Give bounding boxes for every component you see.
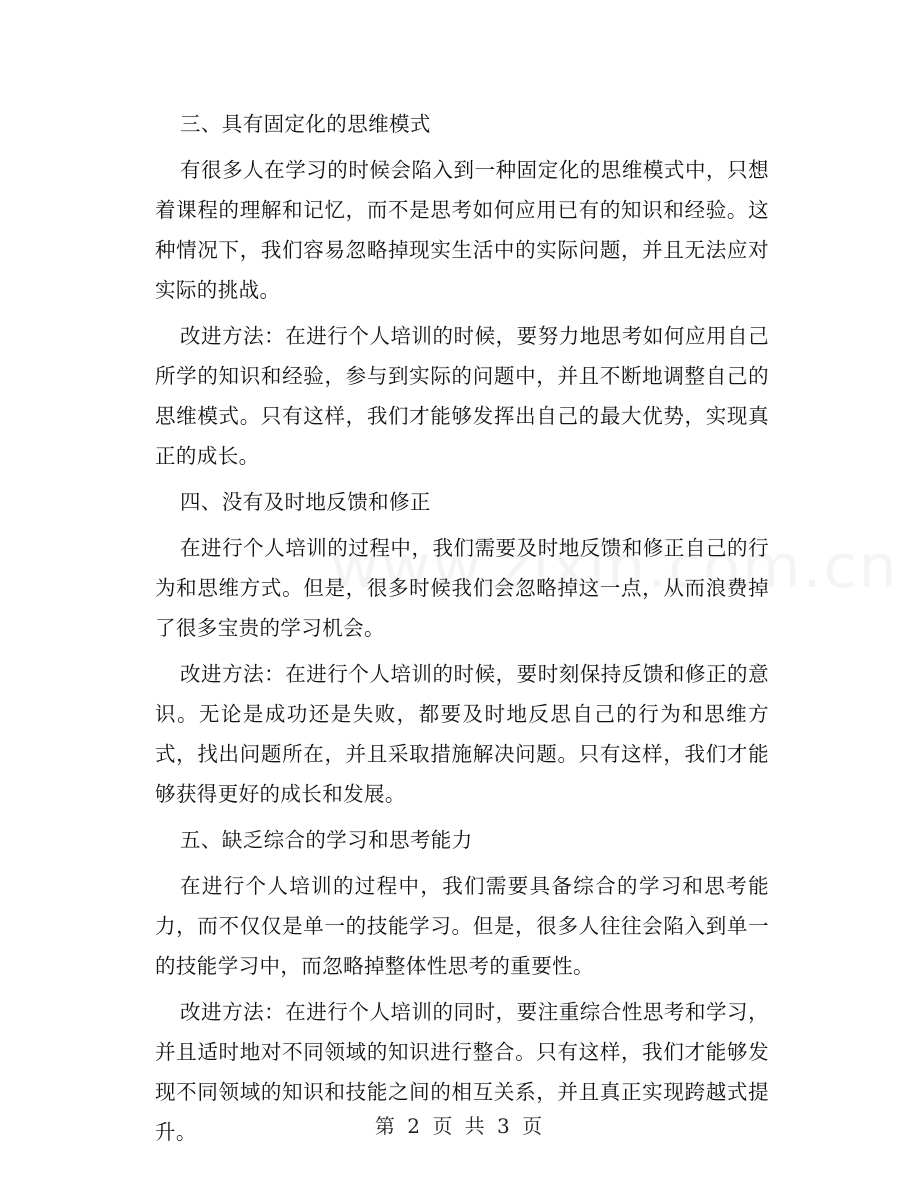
paragraph: 改进方法：在进行个人培训的时候，要努力地思考如何应用自己所学的知识和经验，参与到实际的问题中，并且不断地调整自己的思维模式。只有这样，我们才能够发挥出自己的最大优势，实现真正的成长。 (155, 324, 769, 468)
section-heading-5: 五、缺乏综合的学习和思考能力 (180, 828, 473, 852)
paragraph: 在进行个人培训的过程中，我们需要具备综合的学习和思考能力，而不仅仅是单一的技能学习。但是，很多人往往会陷入到单一的技能学习中，而忽略掉整体性思考的重要性。 (155, 874, 769, 978)
paragraph: 有很多人在学习的时候会陷入到一种固定化的思维模式中，只想着课程的理解和记忆，而不是思考如何应用已有的知识和经验。这种情况下，我们容易忽略掉现实生活中的实际问题，并且无法应对实际的挑战。 (155, 158, 769, 302)
paragraph: 改进方法：在进行个人培训的时候，要时刻保持反馈和修正的意识。无论是成功还是失败，都要及时地反思自己的行为和思维方式，找出问题所在，并且采取措施解决问题。只有这样，我们才能够获得更好的成长和发展。 (155, 662, 769, 806)
paragraph: 改进方法：在进行个人培训的同时，要注重综合性思考和学习，并且适时地对不同领域的知识进行整合。只有这样，我们才能够发现不同领域的知识和技能之间的相互关系，并且真正实现跨越式提升。 (155, 1000, 769, 1144)
document-body (155, 104, 769, 1152)
page-footer: 第 2 页 共 3 页 (374, 1114, 546, 1138)
section-heading-4: 四、没有及时地反馈和修正 (180, 490, 431, 514)
section-heading-3: 三、具有固定化的思维模式 (180, 112, 431, 136)
paragraph: 在进行个人培训的过程中，我们需要及时地反馈和修正自己的行为和思维方式。但是，很多时候我们会忽略掉这一点，从而浪费掉了很多宝贵的学习机会。 (155, 536, 769, 640)
